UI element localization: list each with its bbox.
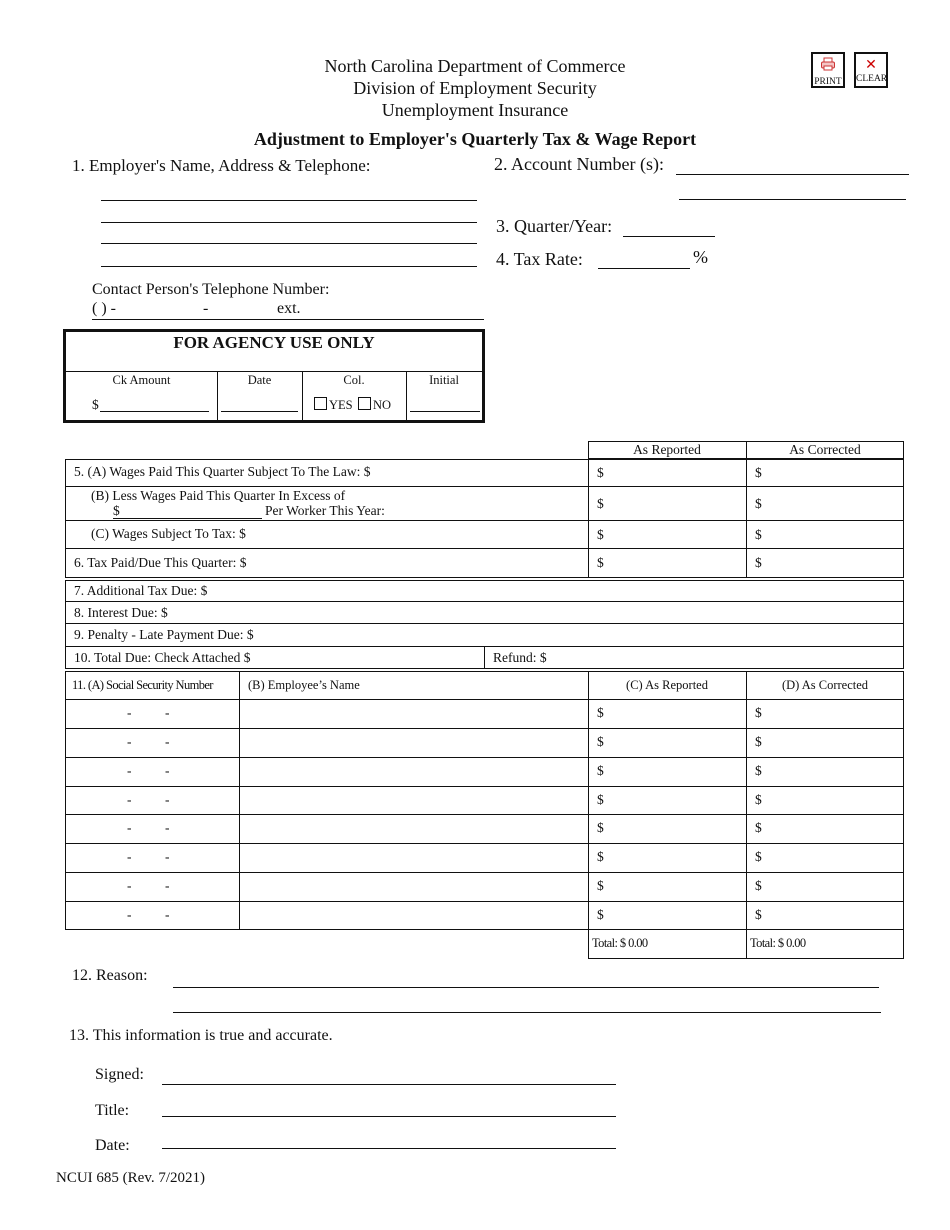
- col-as-reported: As Reported: [633, 442, 701, 457]
- additional-tax-field[interactable]: 7. Additional Tax Due: $: [74, 583, 208, 598]
- ssn-dash-1: -: [127, 878, 132, 894]
- ssn-dash-1: -: [127, 705, 132, 720]
- employee-name-input[interactable]: [241, 729, 587, 756]
- ck-amount-input[interactable]: [100, 411, 209, 412]
- row-5a-corrected[interactable]: $: [755, 465, 762, 480]
- employee-name-input[interactable]: [241, 758, 587, 785]
- ssn-input[interactable]: [66, 902, 238, 929]
- ssn-dash-1: -: [127, 820, 132, 836]
- col-as-corrected: As Corrected: [789, 442, 861, 457]
- employee-name-input[interactable]: [241, 844, 587, 871]
- ssn-dash-2: -: [165, 820, 170, 836]
- penalty-due-field[interactable]: 9. Penalty - Late Payment Due: $: [74, 627, 254, 642]
- agency-col-col: Col.: [343, 373, 365, 387]
- row-5b-label: (B) Less Wages Paid This Quarter In Excess of: [91, 488, 346, 503]
- employee-name-input[interactable]: [241, 902, 587, 929]
- reason-label: 12. Reason:: [72, 967, 148, 984]
- reported-amount-input[interactable]: $: [597, 849, 604, 865]
- col-employee-name: (B) Employee’s Name: [248, 678, 360, 692]
- corrected-amount-input[interactable]: $: [755, 733, 762, 749]
- agency-col-initial: Initial: [429, 373, 459, 387]
- phone-dash: -: [203, 300, 209, 317]
- reported-amount-input[interactable]: $: [597, 906, 604, 922]
- employee-name-input[interactable]: [241, 873, 587, 900]
- form-title: Adjustment to Employer's Quarterly Tax & Wage Report: [253, 129, 697, 149]
- corrected-amount-input[interactable]: $: [755, 906, 762, 922]
- phone-ext-label: ext.: [277, 300, 301, 317]
- row-sep: [65, 486, 904, 487]
- form-id: NCUI 685 (Rev. 7/2021): [56, 1170, 206, 1186]
- row-5b-reported[interactable]: $: [597, 496, 604, 511]
- contact-phone-input[interactable]: [92, 319, 484, 320]
- clear-label: CLEAR: [856, 74, 888, 84]
- ssn-dash-2: -: [165, 705, 170, 720]
- quarter-label: 3. Quarter/Year:: [496, 216, 613, 236]
- print-label: PRINT: [814, 77, 842, 87]
- total-corrected: Total: $ 0.00: [750, 936, 806, 950]
- col-ssn: 11. (A) Social Security Number: [72, 678, 213, 692]
- reported-amount-input[interactable]: $: [597, 705, 604, 720]
- reported-amount-input[interactable]: $: [597, 820, 604, 836]
- ssn-dash-1: -: [127, 733, 132, 749]
- total-row-bottom: [588, 958, 904, 959]
- employee-name-input[interactable]: [241, 787, 587, 814]
- account-input-2[interactable]: [679, 199, 906, 200]
- row-sep: [65, 601, 904, 602]
- row-5c-reported[interactable]: $: [597, 527, 604, 542]
- total-due-field[interactable]: 10. Total Due: Check Attached $: [74, 650, 251, 665]
- date-input[interactable]: [162, 1148, 616, 1149]
- taxrate-input[interactable]: [598, 268, 690, 269]
- quarter-input[interactable]: [623, 236, 715, 237]
- employee-name-input[interactable]: [241, 700, 587, 727]
- certification-label: 13. This information is true and accurate.: [69, 1027, 333, 1044]
- agency-name: North Carolina Department of Commerce: [324, 56, 626, 76]
- agency-col-ck: Ck Amount: [112, 373, 171, 387]
- no-label: NO: [373, 398, 392, 412]
- reported-amount-input[interactable]: $: [597, 733, 604, 749]
- corrected-amount-input[interactable]: $: [755, 791, 762, 807]
- ssn-dash-1: -: [127, 906, 132, 922]
- employer-line-1[interactable]: [101, 200, 477, 201]
- row-sep: [65, 520, 904, 521]
- ssn-input[interactable]: [66, 844, 238, 871]
- reason-input-2[interactable]: [173, 1012, 881, 1013]
- excess-amount-input[interactable]: [113, 518, 262, 519]
- title-label: Title:: [95, 1102, 130, 1119]
- ssn-dash-2: -: [165, 906, 170, 922]
- col-no-option[interactable]: [358, 397, 391, 413]
- agency-col-date: Date: [247, 373, 272, 387]
- reported-amount-input[interactable]: $: [597, 878, 604, 894]
- reported-amount-input[interactable]: $: [597, 791, 604, 807]
- emp-col-sep: [239, 671, 240, 930]
- agency-divider: [66, 371, 482, 372]
- ssn-input[interactable]: [66, 758, 238, 785]
- col-d-corrected: (D) As Corrected: [781, 678, 869, 692]
- col-c-reported: (C) As Reported: [626, 678, 708, 692]
- yes-label: YES: [329, 398, 353, 412]
- employer-line-3[interactable]: [101, 243, 477, 244]
- row-6-label: 6. Tax Paid/Due This Quarter: $: [74, 555, 247, 570]
- close-icon: ✕: [865, 57, 877, 73]
- reason-input-1[interactable]: [173, 987, 879, 988]
- print-button[interactable]: [811, 52, 845, 88]
- account-input-1[interactable]: [676, 174, 909, 175]
- ssn-dash-2: -: [165, 733, 170, 749]
- employee-name-input[interactable]: [241, 815, 587, 842]
- ssn-dash-1: -: [127, 791, 132, 807]
- corrected-amount-input[interactable]: $: [755, 762, 762, 778]
- agency-date-input[interactable]: [221, 411, 298, 412]
- total-reported: Total: $ 0.00: [592, 936, 648, 950]
- emp-col-sep: [903, 930, 904, 959]
- ssn-input[interactable]: [66, 873, 238, 900]
- employer-line-2[interactable]: [101, 222, 477, 223]
- row-5c-corrected[interactable]: $: [755, 527, 762, 542]
- reported-amount-input[interactable]: $: [597, 762, 604, 778]
- signed-label: Signed:: [95, 1066, 144, 1083]
- agency-use-title: FOR AGENCY USE ONLY: [173, 333, 375, 352]
- clear-button[interactable]: [854, 52, 888, 88]
- phone-area-code: ( ) -: [92, 300, 116, 317]
- row-5c-label: (C) Wages Subject To Tax: $: [91, 526, 246, 541]
- percent-sign: %: [693, 247, 708, 267]
- ssn-input[interactable]: [66, 700, 238, 727]
- printer-icon: [813, 57, 843, 76]
- program-name: Unemployment Insurance: [381, 100, 569, 120]
- title-input[interactable]: [162, 1116, 616, 1117]
- ssn-dash-2: -: [165, 762, 170, 778]
- taxrate-label: 4. Tax Rate:: [496, 249, 583, 269]
- contact-label: Contact Person's Telephone Number:: [92, 281, 330, 298]
- row-5b-dollar: $: [113, 503, 120, 518]
- ssn-input[interactable]: [66, 815, 238, 842]
- agency-dollar: $: [92, 397, 99, 412]
- row-5a-label: 5. (A) Wages Paid This Quarter Subject To The Law: $: [74, 464, 371, 479]
- refund-field[interactable]: Refund: $: [493, 650, 547, 665]
- interest-due-field[interactable]: 8. Interest Due: $: [74, 605, 168, 620]
- initial-input[interactable]: [410, 411, 480, 412]
- ssn-input[interactable]: [66, 729, 238, 756]
- date-label: Date:: [95, 1137, 130, 1154]
- employer-line-4[interactable]: [101, 266, 477, 267]
- row-5a-reported[interactable]: $: [597, 465, 604, 480]
- corrected-amount-input[interactable]: $: [755, 705, 762, 720]
- corrected-amount-input[interactable]: $: [755, 820, 762, 836]
- corrected-amount-input[interactable]: $: [755, 849, 762, 865]
- ssn-dash-2: -: [165, 849, 170, 865]
- account-label: 2. Account Number (s):: [494, 154, 664, 174]
- ssn-dash-2: -: [165, 878, 170, 894]
- row-sep: [65, 548, 904, 549]
- row-5b-corrected[interactable]: $: [755, 496, 762, 511]
- col-yes-option[interactable]: [314, 397, 353, 413]
- row-6-reported[interactable]: $: [597, 555, 604, 570]
- no-checkbox[interactable]: [358, 397, 371, 410]
- ssn-dash-2: -: [165, 791, 170, 807]
- row-6-corrected[interactable]: $: [755, 555, 762, 570]
- ssn-dash-1: -: [127, 762, 132, 778]
- row-sep: [65, 623, 904, 624]
- wages-col-sep: [588, 459, 589, 578]
- employer-label: 1. Employer's Name, Address & Telephone:: [72, 156, 371, 175]
- row-5b-label-2: Per Worker This Year:: [265, 503, 385, 518]
- corrected-amount-input[interactable]: $: [755, 878, 762, 894]
- ssn-input[interactable]: [66, 787, 238, 814]
- refund-sep: [484, 646, 485, 669]
- yes-checkbox[interactable]: [314, 397, 327, 410]
- ssn-dash-1: -: [127, 849, 132, 865]
- signed-input[interactable]: [162, 1084, 616, 1085]
- division-name: Division of Employment Security: [353, 78, 597, 98]
